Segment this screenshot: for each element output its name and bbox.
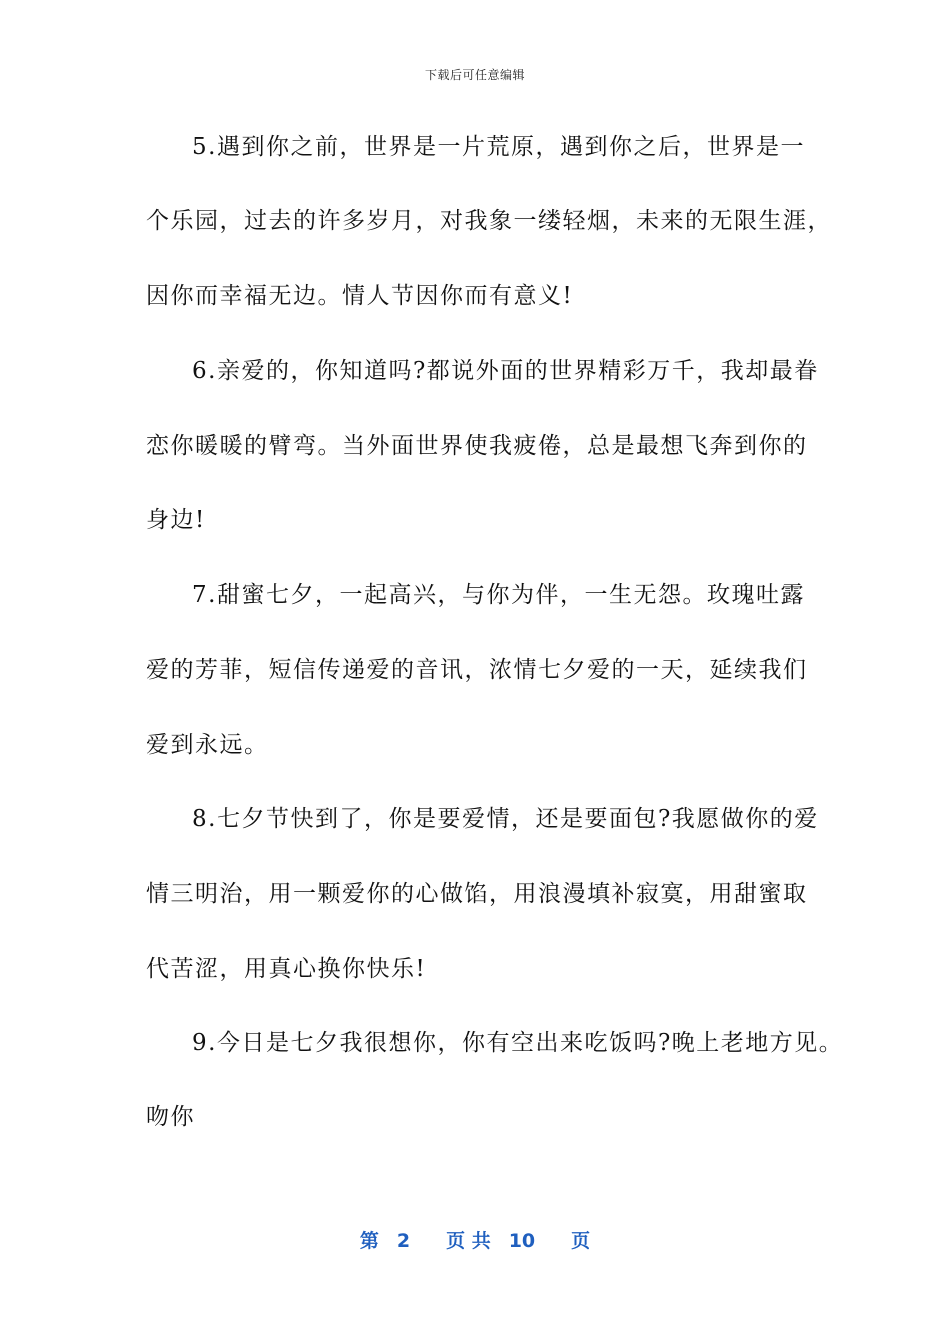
current-page-number: 2 [396,1230,411,1252]
paragraph-8-line-3: 代苦涩，用真心换你快乐! [146,956,427,982]
footer-middle: 页 共 [446,1230,491,1252]
paragraph-8-line-2: 情三明治，用一颗爱你的心做馅，用浪漫填补寂寞，用甜蜜取 [146,881,808,907]
paragraph-5-line-3: 因你而幸福无边。情人节因你而有意义! [146,283,574,309]
header-note: 下载后可任意编辑 [424,68,525,82]
paragraph-7-line-1: 7.甜蜜七夕，一起高兴，与你为伴，一生无怨。玫瑰吐露 [192,582,805,608]
paragraph-7-line-3: 爱到永远。 [146,732,269,758]
paragraph-5-line-2: 个乐园，过去的许多岁月，对我象一缕轻烟，未来的无限生涯， [146,208,832,234]
total-pages-number: 10 [508,1230,536,1252]
paragraph-6-line-3: 身边! [146,507,206,533]
paragraph-9-line-2: 吻你 [146,1104,195,1130]
paragraph-8-line-1: 8.七夕节快到了，你是要爱情，还是要面包?我愿做你的爱 [192,806,819,832]
paragraph-5-line-1: 5.遇到你之前，世界是一片荒原，遇到你之后，世界是一 [192,134,805,160]
page-footer [0,1226,950,1253]
footer-prefix: 第 [359,1230,379,1252]
paragraph-7-line-2: 爱的芳菲，短信传递爱的音讯，浓情七夕爱的一天，延续我们 [146,657,808,683]
paragraph-6-line-1: 6.亲爱的，你知道吗?都说外面的世界精彩万千，我却最眷 [192,358,819,384]
footer-suffix: 页 [571,1230,591,1252]
paragraph-9-line-1: 9.今日是七夕我很想你，你有空出来吃饭吗?晚上老地方见。 [192,1030,844,1056]
paragraph-6-line-2: 恋你暖暖的臂弯。当外面世界使我疲倦，总是最想飞奔到你的 [146,433,808,459]
